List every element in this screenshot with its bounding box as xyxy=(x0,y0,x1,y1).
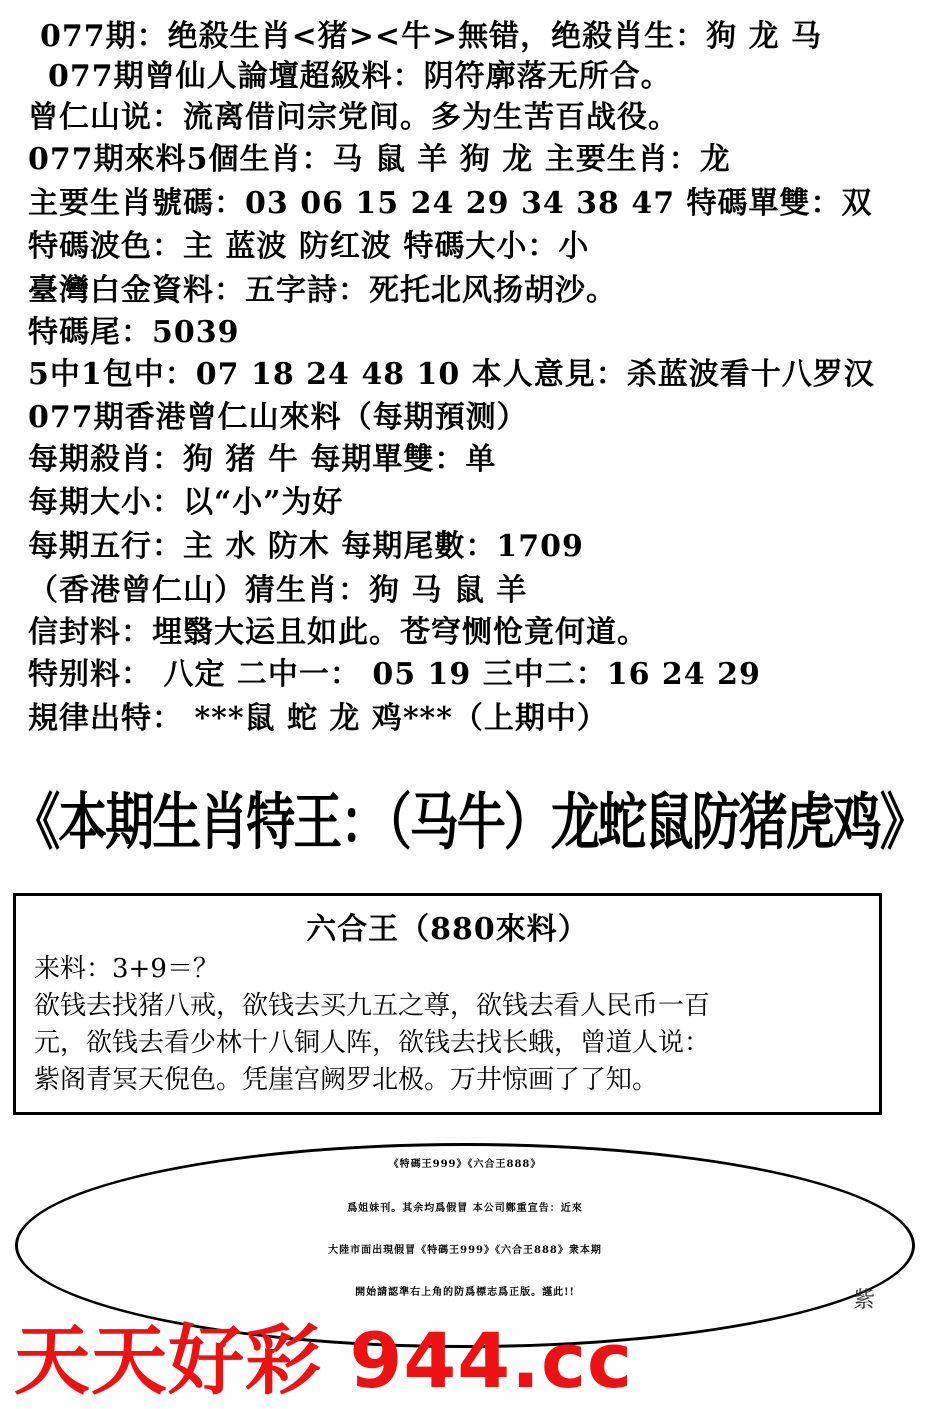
text-line-3: 曾仁山说：流离借问宗党间。多为生苦百战役。 xyxy=(28,100,679,135)
text-line-15: 信封料：埋翳大运且如此。苍穹恻怆竟何道。 xyxy=(28,615,648,650)
text-line-12: 每期大小：以“小”为好 xyxy=(28,485,344,520)
box-line-4: 紫阁青冥天倪色。凭崖宫阙罗北极。万井惊画了了知。 xyxy=(34,1065,659,1095)
notice-line-2: 爲姐妹刊。其余均爲假冒 本公司鄭重宣告：近來 xyxy=(347,1203,583,1214)
anti-counterfeit-seal: 紫 xyxy=(852,1288,875,1313)
box-line-1: 来料：3+9＝？ xyxy=(34,954,219,984)
notice-line-3: 大陸市面出現假冒《特碼王999》《六合王888》衆本期 xyxy=(328,1245,602,1256)
liuhewang-box xyxy=(13,893,882,1115)
text-line-4: 077期來料5個生肖：马 鼠 羊 狗 龙 主要生肖：龙 xyxy=(28,142,731,177)
notice-line-4: 開始請認準右上角的防爲標志爲正版。謹此!! xyxy=(355,1287,575,1298)
box-line-2: 欲钱去找猪八戒，欲钱去买九五之尊，欲钱去看人民币一百 xyxy=(34,991,711,1021)
text-line-8: 特碼尾：5039 xyxy=(28,315,240,350)
box-line-3: 元，欲钱去看少林十八铜人阵，欲钱去找长蛾，曾道人说： xyxy=(34,1028,711,1058)
text-line-10: 077期香港曾仁山來料（每期預测） xyxy=(28,400,528,435)
site-watermark: 天天好彩 944.cc xyxy=(14,1316,634,1405)
text-line-7: 臺灣白金資料：五字詩：死托北风扬胡沙。 xyxy=(28,273,617,308)
box-title: 六合王（880來料） xyxy=(306,912,589,947)
text-line-11: 每期殺肖：狗 猪 牛 每期單雙：单 xyxy=(28,442,497,477)
text-line-17: 規律出特： ***鼠 蛇 龙 鸡***（上期中） xyxy=(28,701,608,736)
headline-banner: 《本期生肖特王：（马牛）龙蛇鼠防猪虎鸡》 xyxy=(11,786,927,858)
text-line-1: 077期：绝殺生肖<猪><牛>無错，绝殺肖生：狗 龙 马 xyxy=(40,19,823,54)
text-line-2: 077期曾仙人論壇超級料：阴符廓落无所合。 xyxy=(48,59,672,94)
text-line-9: 5中1包中：07 18 24 48 10 本人意見：杀蓝波看十八罗汉 xyxy=(28,357,875,392)
text-line-13: 每期五行：主 水 防木 每期尾數：1709 xyxy=(28,529,584,564)
text-line-5: 主要生肖號碼：03 06 15 24 29 34 38 47 特碼單雙：双 xyxy=(28,186,873,221)
notice-line-1: 《特碼王999》《六合王888》 xyxy=(388,1159,542,1170)
text-line-16: 特别料： 八定 二中一： 05 19 三中二：16 24 29 xyxy=(28,657,761,692)
text-line-6: 特碼波色：主 蓝波 防红波 特碼大小：小 xyxy=(28,229,590,264)
text-line-14: （香港曾仁山）猜生肖：狗 马 鼠 羊 xyxy=(28,573,528,608)
